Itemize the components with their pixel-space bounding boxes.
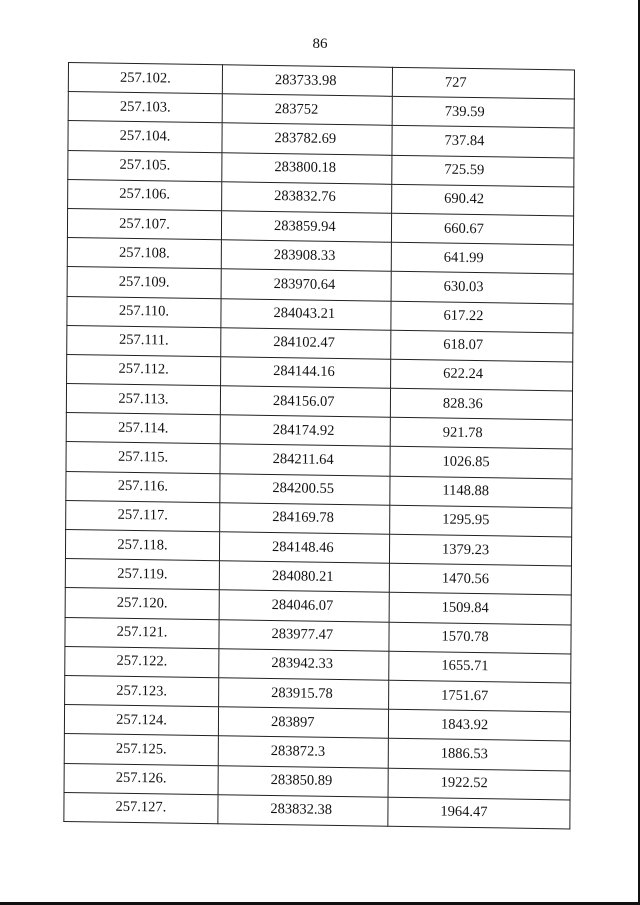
x-coordinate-cell: 283782.69 xyxy=(222,123,392,155)
y-coordinate-cell: 1843.92 xyxy=(388,709,570,741)
point-id-cell: 257.107. xyxy=(67,208,221,239)
point-id-cell: 257.105. xyxy=(68,150,222,181)
point-id-cell: 257.103. xyxy=(68,92,222,123)
x-coordinate-cell: 283872.3 xyxy=(218,736,388,768)
y-coordinate-cell: 1751.67 xyxy=(389,680,571,712)
point-id-cell: 257.121. xyxy=(65,617,219,648)
x-coordinate-cell: 284200.55 xyxy=(220,473,390,505)
x-coordinate-cell: 283752 xyxy=(222,94,392,126)
y-coordinate-cell: 1655.71 xyxy=(389,651,571,683)
y-coordinate-cell: 1148.88 xyxy=(390,476,572,508)
y-coordinate-cell: 1886.53 xyxy=(388,739,570,771)
y-coordinate-cell: 737.84 xyxy=(392,126,574,158)
y-coordinate-cell: 622.24 xyxy=(391,359,573,391)
x-coordinate-cell: 283915.78 xyxy=(219,678,389,710)
y-coordinate-cell: 1922.52 xyxy=(388,768,570,800)
point-id-cell: 257.106. xyxy=(68,179,222,210)
point-id-cell: 257.122. xyxy=(65,646,219,677)
point-id-cell: 257.116. xyxy=(66,471,220,502)
y-coordinate-cell: 1026.85 xyxy=(390,447,572,479)
coordinate-table-wrapper xyxy=(63,62,574,829)
x-coordinate-cell: 284144.16 xyxy=(221,357,391,389)
y-coordinate-cell: 1470.56 xyxy=(389,563,571,595)
table-row xyxy=(64,792,570,829)
point-id-cell: 257.126. xyxy=(64,763,218,794)
y-coordinate-cell: 727 xyxy=(392,67,574,99)
x-coordinate-cell: 284211.64 xyxy=(220,444,390,476)
x-coordinate-cell: 283897 xyxy=(218,707,388,739)
x-coordinate-cell: 284156.07 xyxy=(220,386,390,418)
point-id-cell: 257.117. xyxy=(66,500,220,531)
x-coordinate-cell: 283970.64 xyxy=(221,269,391,301)
y-coordinate-cell: 618.07 xyxy=(391,330,573,362)
point-id-cell: 257.102. xyxy=(68,63,222,94)
y-coordinate-cell: 617.22 xyxy=(391,301,573,333)
y-coordinate-cell: 828.36 xyxy=(390,388,572,420)
x-coordinate-cell: 283977.47 xyxy=(219,619,389,651)
point-id-cell: 257.127. xyxy=(64,792,218,823)
y-coordinate-cell: 1570.78 xyxy=(389,622,571,654)
point-id-cell: 257.118. xyxy=(65,529,219,560)
point-id-cell: 257.111. xyxy=(67,325,221,356)
x-coordinate-cell: 283859.94 xyxy=(221,211,391,243)
point-id-cell: 257.115. xyxy=(66,442,220,473)
x-coordinate-cell: 284148.46 xyxy=(219,532,389,564)
x-coordinate-cell: 284043.21 xyxy=(221,298,391,330)
x-coordinate-cell: 283942.33 xyxy=(219,649,389,681)
point-id-cell: 257.119. xyxy=(65,559,219,590)
point-id-cell: 257.112. xyxy=(67,354,221,385)
point-id-cell: 257.120. xyxy=(65,588,219,619)
point-id-cell: 257.125. xyxy=(64,734,218,765)
coordinate-table-body xyxy=(64,63,575,829)
x-coordinate-cell: 283832.38 xyxy=(218,794,388,826)
x-coordinate-cell: 284102.47 xyxy=(221,327,391,359)
y-coordinate-cell: 725.59 xyxy=(392,155,574,187)
point-id-cell: 257.110. xyxy=(67,296,221,327)
y-coordinate-cell: 1964.47 xyxy=(388,797,570,829)
y-coordinate-cell: 630.03 xyxy=(391,272,573,304)
y-coordinate-cell: 660.67 xyxy=(391,213,573,245)
point-id-cell: 257.114. xyxy=(66,413,220,444)
point-id-cell: 257.124. xyxy=(64,705,218,736)
x-coordinate-cell: 284174.92 xyxy=(220,415,390,447)
x-coordinate-cell: 284080.21 xyxy=(219,561,389,593)
coordinate-table xyxy=(63,62,575,829)
point-id-cell: 257.113. xyxy=(66,384,220,415)
x-coordinate-cell: 283850.89 xyxy=(218,765,388,797)
x-coordinate-cell: 284169.78 xyxy=(220,503,390,535)
point-id-cell: 257.104. xyxy=(68,121,222,152)
y-coordinate-cell: 1379.23 xyxy=(389,534,571,566)
y-coordinate-cell: 690.42 xyxy=(392,184,574,216)
point-id-cell: 257.108. xyxy=(67,238,221,269)
x-coordinate-cell: 283908.33 xyxy=(221,240,391,272)
x-coordinate-cell: 283832.76 xyxy=(222,182,392,214)
point-id-cell: 257.123. xyxy=(65,675,219,706)
x-coordinate-cell: 284046.07 xyxy=(219,590,389,622)
point-id-cell: 257.109. xyxy=(67,267,221,298)
y-coordinate-cell: 1295.95 xyxy=(390,505,572,537)
x-coordinate-cell: 283733.98 xyxy=(222,65,392,97)
y-coordinate-cell: 739.59 xyxy=(392,96,574,128)
y-coordinate-cell: 921.78 xyxy=(390,418,572,450)
y-coordinate-cell: 1509.84 xyxy=(389,593,571,625)
x-coordinate-cell: 283800.18 xyxy=(222,152,392,184)
y-coordinate-cell: 641.99 xyxy=(391,242,573,274)
page-number: 86 xyxy=(312,36,328,52)
